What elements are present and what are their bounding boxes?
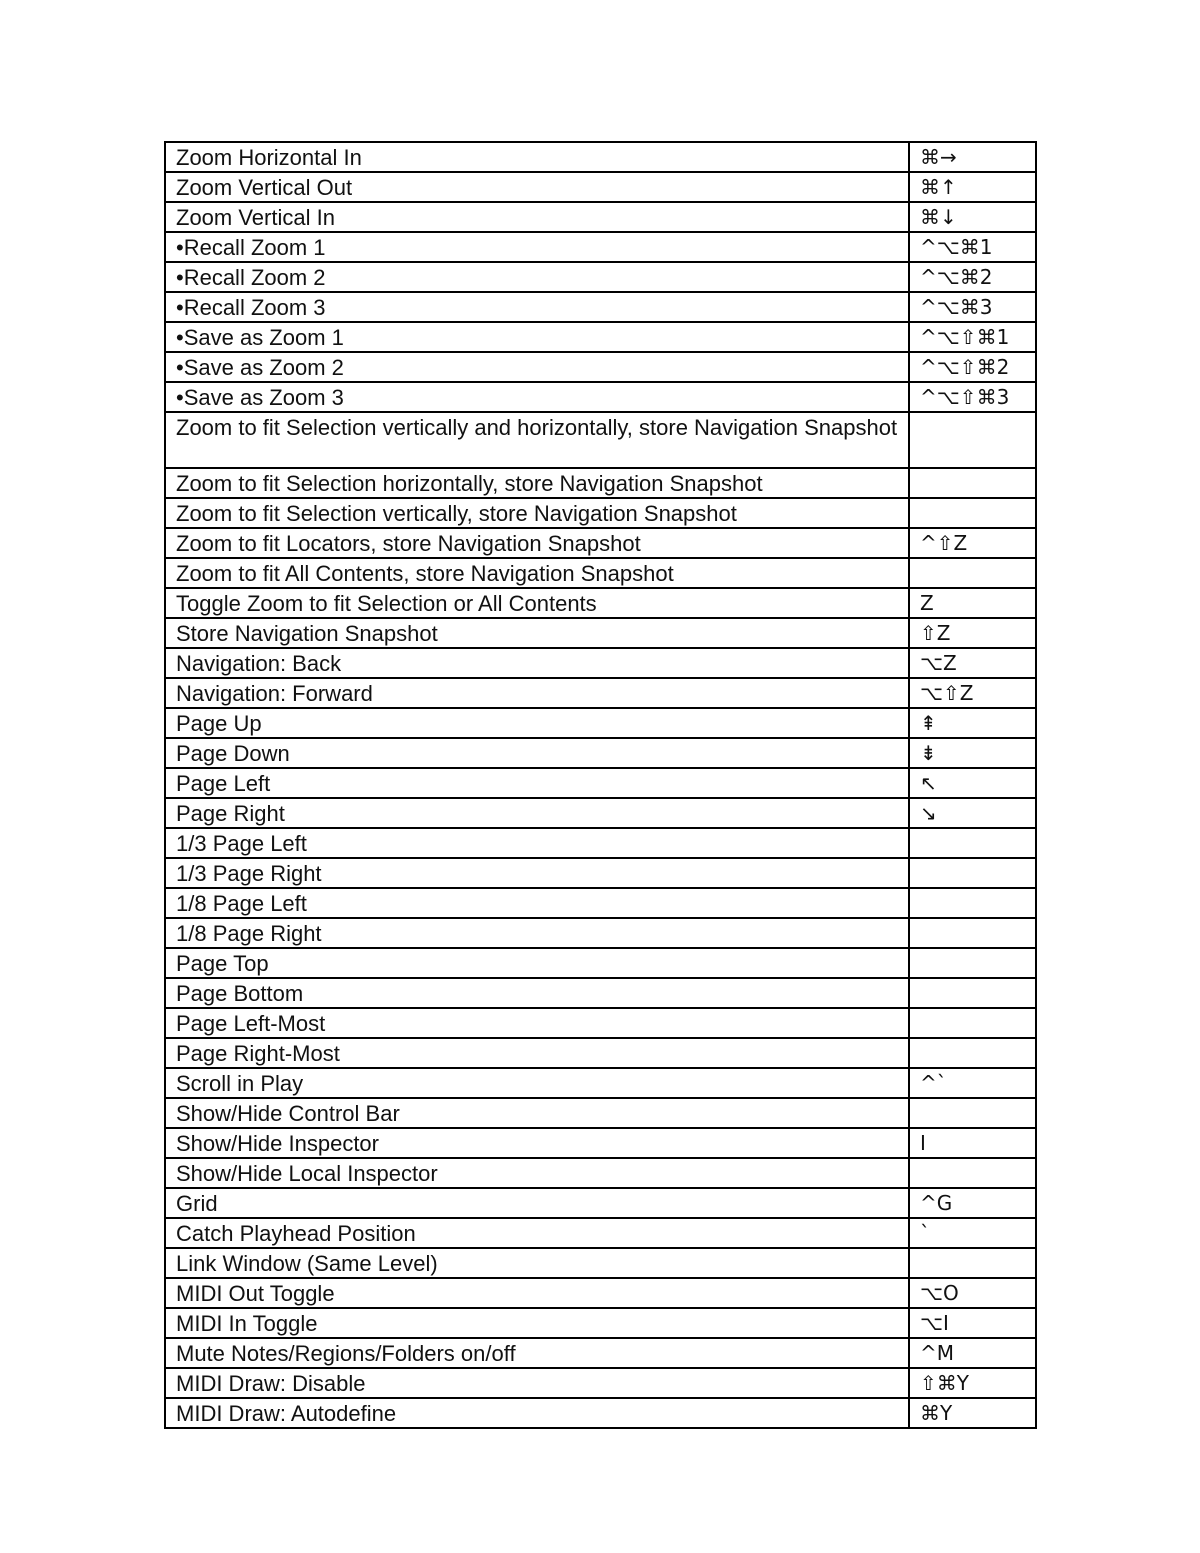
table-row — [165, 708, 1036, 738]
action-cell: Zoom to fit Locators, store Navigation Snapshot — [165, 528, 909, 558]
action-cell: Page Left — [165, 768, 909, 798]
table-row — [165, 678, 1036, 708]
key-command-cell — [909, 918, 1036, 948]
table-row — [165, 322, 1036, 352]
table-row — [165, 172, 1036, 202]
action-cell: MIDI Out Toggle — [165, 1278, 909, 1308]
table-row — [165, 262, 1036, 292]
table-row — [165, 1188, 1036, 1218]
key-command-cell: ⌘→ — [909, 142, 1036, 172]
table-row — [165, 1098, 1036, 1128]
table-row — [165, 858, 1036, 888]
action-cell: Page Bottom — [165, 978, 909, 1008]
action-cell: Show/Hide Inspector — [165, 1128, 909, 1158]
table-row — [165, 382, 1036, 412]
action-cell: Show/Hide Control Bar — [165, 1098, 909, 1128]
action-cell: Page Right — [165, 798, 909, 828]
action-cell: 1/3 Page Right — [165, 858, 909, 888]
key-command-cell: ↘ — [909, 798, 1036, 828]
key-command-cell: ^⌥⇧⌘2 — [909, 352, 1036, 382]
action-cell: •Recall Zoom 3 — [165, 292, 909, 322]
key-command-cell: ⌥I — [909, 1308, 1036, 1338]
action-cell: Mute Notes/Regions/Folders on/off — [165, 1338, 909, 1368]
key-command-cell: ⌘↓ — [909, 202, 1036, 232]
table-row — [165, 1068, 1036, 1098]
table-row — [165, 232, 1036, 262]
action-cell: •Save as Zoom 1 — [165, 322, 909, 352]
key-command-cell: ^⌥⌘3 — [909, 292, 1036, 322]
table-row — [165, 1008, 1036, 1038]
key-command-cell: ⌥O — [909, 1278, 1036, 1308]
action-cell: Catch Playhead Position — [165, 1218, 909, 1248]
action-cell: MIDI Draw: Autodefine — [165, 1398, 909, 1428]
key-command-cell — [909, 1038, 1036, 1068]
key-command-cell: ⌘Y — [909, 1398, 1036, 1428]
table-row — [165, 648, 1036, 678]
key-command-cell: ` — [909, 1218, 1036, 1248]
key-command-cell — [909, 828, 1036, 858]
table-row — [165, 1038, 1036, 1068]
key-command-cell: ^M — [909, 1338, 1036, 1368]
key-command-cell — [909, 1098, 1036, 1128]
key-command-cell — [909, 468, 1036, 498]
shortcuts-table-body — [165, 142, 1036, 1428]
table-row — [165, 1158, 1036, 1188]
key-command-cell — [909, 412, 1036, 468]
table-row — [165, 1338, 1036, 1368]
action-cell: Show/Hide Local Inspector — [165, 1158, 909, 1188]
table-row — [165, 618, 1036, 648]
action-cell: Navigation: Back — [165, 648, 909, 678]
action-cell: Zoom to fit Selection vertically, store Navigation Snapshot — [165, 498, 909, 528]
key-command-cell — [909, 1008, 1036, 1038]
table-row — [165, 798, 1036, 828]
table-row — [165, 558, 1036, 588]
shortcuts-table — [164, 141, 1037, 1429]
key-command-cell — [909, 888, 1036, 918]
key-command-cell: ^⇧Z — [909, 528, 1036, 558]
action-cell: Scroll in Play — [165, 1068, 909, 1098]
table-row — [165, 1398, 1036, 1428]
table-row — [165, 1278, 1036, 1308]
key-command-cell: ^⌥⌘2 — [909, 262, 1036, 292]
key-command-cell: ^⌥⇧⌘1 — [909, 322, 1036, 352]
table-row — [165, 1308, 1036, 1338]
action-cell: 1/3 Page Left — [165, 828, 909, 858]
key-command-cell — [909, 858, 1036, 888]
key-command-cell: ^⌥⌘1 — [909, 232, 1036, 262]
table-row — [165, 528, 1036, 558]
action-cell: Page Right-Most — [165, 1038, 909, 1068]
action-cell: Zoom to fit Selection vertically and horizontally, store Navigation Snapshot — [165, 412, 909, 468]
table-row — [165, 768, 1036, 798]
action-cell: Page Down — [165, 738, 909, 768]
table-row — [165, 978, 1036, 1008]
action-cell: Link Window (Same Level) — [165, 1248, 909, 1278]
key-command-cell: ⌥Z — [909, 648, 1036, 678]
action-cell: Zoom Vertical Out — [165, 172, 909, 202]
key-command-cell: ⇧Z — [909, 618, 1036, 648]
table-row — [165, 888, 1036, 918]
action-cell: Store Navigation Snapshot — [165, 618, 909, 648]
key-command-cell — [909, 558, 1036, 588]
key-command-cell: ^G — [909, 1188, 1036, 1218]
action-cell: 1/8 Page Right — [165, 918, 909, 948]
action-cell: 1/8 Page Left — [165, 888, 909, 918]
table-row — [165, 918, 1036, 948]
table-row — [165, 202, 1036, 232]
action-cell: •Recall Zoom 1 — [165, 232, 909, 262]
key-command-cell: ⇞ — [909, 708, 1036, 738]
action-cell: Zoom to fit Selection horizontally, store Navigation Snapshot — [165, 468, 909, 498]
key-command-cell — [909, 978, 1036, 1008]
table-row — [165, 498, 1036, 528]
action-cell: Zoom Horizontal In — [165, 142, 909, 172]
table-row — [165, 468, 1036, 498]
action-cell: Grid — [165, 1188, 909, 1218]
table-row — [165, 828, 1036, 858]
table-row — [165, 142, 1036, 172]
action-cell: Zoom to fit All Contents, store Navigation Snapshot — [165, 558, 909, 588]
action-cell: Navigation: Forward — [165, 678, 909, 708]
action-cell: Page Up — [165, 708, 909, 738]
table-row — [165, 412, 1036, 468]
key-command-cell: ⇧⌘Y — [909, 1368, 1036, 1398]
key-command-cell: I — [909, 1128, 1036, 1158]
key-command-cell: ⌘↑ — [909, 172, 1036, 202]
table-row — [165, 352, 1036, 382]
table-row — [165, 1218, 1036, 1248]
key-command-cell: ↖ — [909, 768, 1036, 798]
action-cell: •Recall Zoom 2 — [165, 262, 909, 292]
action-cell: •Save as Zoom 2 — [165, 352, 909, 382]
action-cell: Toggle Zoom to fit Selection or All Contents — [165, 588, 909, 618]
table-row — [165, 948, 1036, 978]
table-row — [165, 588, 1036, 618]
table-row — [165, 292, 1036, 322]
table-row — [165, 1128, 1036, 1158]
key-command-cell — [909, 1158, 1036, 1188]
key-command-cell — [909, 948, 1036, 978]
table-row — [165, 738, 1036, 768]
action-cell: Zoom Vertical In — [165, 202, 909, 232]
action-cell: MIDI In Toggle — [165, 1308, 909, 1338]
key-command-cell: ⇟ — [909, 738, 1036, 768]
action-cell: Page Left-Most — [165, 1008, 909, 1038]
action-cell: Page Top — [165, 948, 909, 978]
key-command-cell: ^⌥⇧⌘3 — [909, 382, 1036, 412]
table-row — [165, 1248, 1036, 1278]
key-command-cell — [909, 1248, 1036, 1278]
action-cell: MIDI Draw: Disable — [165, 1368, 909, 1398]
action-cell: •Save as Zoom 3 — [165, 382, 909, 412]
table-row — [165, 1368, 1036, 1398]
key-command-cell — [909, 498, 1036, 528]
key-command-cell: ⌥⇧Z — [909, 678, 1036, 708]
key-command-cell: ^` — [909, 1068, 1036, 1098]
key-command-cell: Z — [909, 588, 1036, 618]
